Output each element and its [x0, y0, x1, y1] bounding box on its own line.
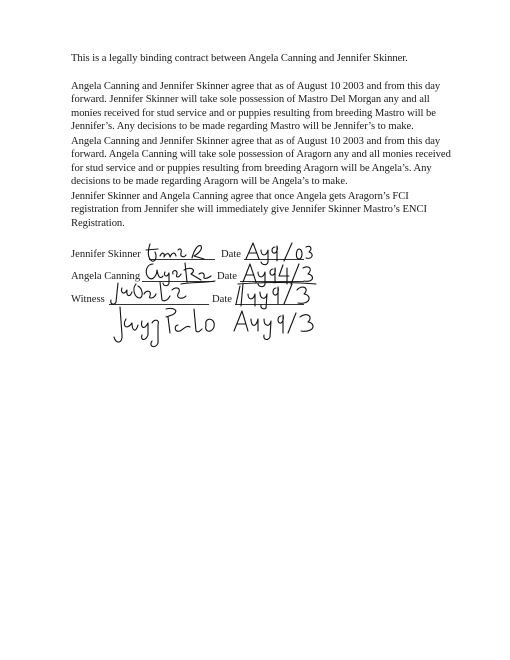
angela-date-label: Date: [217, 271, 237, 282]
second-witness-handwritten-signature: [108, 303, 220, 349]
angela-signature-label: Angela Canning: [71, 271, 141, 282]
contract-intro: This is a legally binding contract between Angela Canning and Jennifer Skinner.: [71, 53, 408, 64]
second-witness-handwritten-date: [232, 307, 318, 343]
witness-signature-label: Witness: [71, 294, 105, 305]
witness-handwritten-date: [234, 280, 320, 310]
witness-date-label: Date: [212, 294, 232, 305]
jennifer-date-label: Date: [221, 249, 241, 260]
clause-registration: Jennifer Skinner and Angela Canning agree that once Angela gets Aragorn’s FCI registration from Jennifer she will immediately give Jennifer Skinner Mastro’s ENCI Registration.: [71, 191, 427, 229]
jennifer-signature-label: Jennifer Skinner: [71, 249, 141, 260]
clause-mastro: Angela Canning and Jennifer Skinner agree that as of August 10 2003 and from this day forward. Jennifer Skinner will take sole possession of Mastro Del Morgan any and all monies received for stud service and or puppies resulting from breeding Mastro will be Jennifer’s. Any decisions to be made regarding Mastro will be Jennifer’s to make.: [71, 81, 441, 133]
signature-row-jennifer: [71, 242, 371, 264]
clause-aragorn: Angela Canning and Jennifer Skinner agree that as of August 10 2003 and from this day forward. Angela Canning will take sole possession of Aragorn any and all monies received for stud service and or puppies resulting from breeding Aragorn will be Angela’s. Any decisions to be made regarding Aragorn will be Angela’s to make.: [71, 136, 451, 188]
